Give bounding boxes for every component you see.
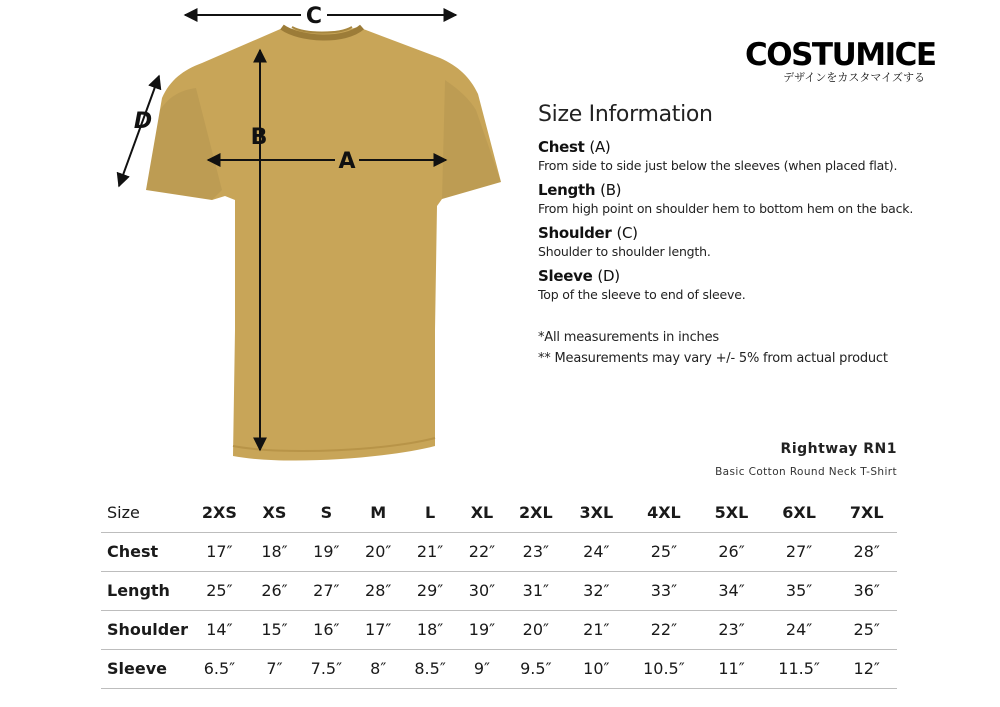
table-cell: 20″ (355, 532, 402, 571)
table-cell: 6.5″ (188, 649, 251, 688)
table-row (101, 532, 897, 571)
table-cell: 22″ (627, 610, 702, 649)
table-cell: 9″ (458, 649, 505, 688)
definition-code: (D) (597, 267, 620, 285)
table-cell: 27″ (762, 532, 837, 571)
size-header: 2XS (188, 493, 251, 532)
product-desc: Basic Cotton Round Neck T-Shirt (715, 466, 897, 478)
size-header: 2XL (506, 493, 566, 532)
size-header: 6XL (762, 493, 837, 532)
table-cell: 36″ (836, 571, 897, 610)
brand-name: COSTUMICE (745, 37, 936, 73)
table-header-label: Size (101, 493, 188, 532)
note-tolerance: ** Measurements may vary +/- 5% from actual product (538, 351, 888, 366)
definition-term-name: Length (538, 181, 596, 199)
table-cell: 27″ (298, 571, 354, 610)
table-cell: 20″ (506, 610, 566, 649)
note-units: *All measurements in inches (538, 330, 719, 345)
definition-term (538, 223, 958, 243)
tshirt-illustration (0, 0, 520, 480)
table-cell: 35″ (762, 571, 837, 610)
definition-term-name: Sleeve (538, 267, 593, 285)
table-cell: 10.5″ (627, 649, 702, 688)
size-header: 3XL (566, 493, 626, 532)
table-cell: 18″ (402, 610, 458, 649)
size-header: 4XL (627, 493, 702, 532)
table-cell: 26″ (701, 532, 761, 571)
label-b: B (250, 125, 268, 150)
table-cell: 23″ (506, 532, 566, 571)
table-cell: 21″ (402, 532, 458, 571)
table-cell: 24″ (762, 610, 837, 649)
table-cell: 25″ (188, 571, 251, 610)
definition-sleeve (538, 266, 958, 303)
definition-length (538, 180, 958, 217)
table-row (101, 571, 897, 610)
table-cell: 25″ (627, 532, 702, 571)
definition-desc: Shoulder to shoulder length. (538, 244, 711, 259)
definition-code: (A) (589, 138, 611, 156)
size-header: S (298, 493, 354, 532)
size-header: 7XL (836, 493, 897, 532)
definition-desc: From side to side just below the sleeves (when placed flat). (538, 158, 898, 173)
table-cell: 26″ (251, 571, 298, 610)
definition-desc: From high point on shoulder hem to bottom hem on the back. (538, 201, 914, 216)
definition-shoulder (538, 223, 958, 260)
definition-code: (C) (616, 224, 638, 242)
size-header: 5XL (701, 493, 761, 532)
table-cell: 25″ (836, 610, 897, 649)
brand-logo (745, 37, 936, 84)
table-cell: 21″ (566, 610, 626, 649)
brand-tagline: デザインをカスタマイズする (783, 71, 925, 84)
product-name: Rightway RN1 (780, 441, 897, 457)
table-cell: 14″ (188, 610, 251, 649)
table-cell: 34″ (701, 571, 761, 610)
definition-term (538, 137, 958, 157)
table-cell: 18″ (251, 532, 298, 571)
table-cell: 30″ (458, 571, 505, 610)
table-cell: 15″ (251, 610, 298, 649)
table-cell: 17″ (355, 610, 402, 649)
table-cell: 7″ (251, 649, 298, 688)
row-label: Shoulder (101, 610, 188, 649)
table-cell: 16″ (298, 610, 354, 649)
table-cell: 8.5″ (402, 649, 458, 688)
info-title: Size Information (538, 102, 713, 127)
table-cell: 32″ (566, 571, 626, 610)
label-a: A (338, 149, 356, 174)
table-row (101, 649, 897, 688)
table-cell: 23″ (701, 610, 761, 649)
table-cell: 11″ (701, 649, 761, 688)
label-d: D (133, 109, 153, 134)
definition-code: (B) (600, 181, 622, 199)
size-header: XL (458, 493, 505, 532)
table-header-row (101, 493, 897, 532)
table-cell: 24″ (566, 532, 626, 571)
size-table (101, 493, 897, 689)
definition-term (538, 266, 958, 286)
product-info (715, 438, 897, 479)
table-cell: 29″ (402, 571, 458, 610)
table-cell: 9.5″ (506, 649, 566, 688)
row-label: Chest (101, 532, 188, 571)
table-cell: 31″ (506, 571, 566, 610)
table-cell: 19″ (298, 532, 354, 571)
measurement-notes (538, 327, 958, 369)
size-header: XS (251, 493, 298, 532)
table-cell: 28″ (355, 571, 402, 610)
label-c: C (305, 4, 323, 29)
table-cell: 22″ (458, 532, 505, 571)
table-cell: 8″ (355, 649, 402, 688)
table-cell: 10″ (566, 649, 626, 688)
definition-term (538, 180, 958, 200)
table-cell: 12″ (836, 649, 897, 688)
table-row (101, 610, 897, 649)
row-label: Sleeve (101, 649, 188, 688)
definition-term-name: Chest (538, 138, 585, 156)
size-information (538, 101, 958, 369)
row-label: Length (101, 571, 188, 610)
definition-term-name: Shoulder (538, 224, 612, 242)
definition-chest (538, 137, 958, 174)
table-cell: 11.5″ (762, 649, 837, 688)
table-cell: 33″ (627, 571, 702, 610)
table-cell: 17″ (188, 532, 251, 571)
table-cell: 19″ (458, 610, 505, 649)
size-header: L (402, 493, 458, 532)
table-cell: 7.5″ (298, 649, 354, 688)
table-cell: 28″ (836, 532, 897, 571)
size-header: M (355, 493, 402, 532)
definition-desc: Top of the sleeve to end of sleeve. (538, 287, 746, 302)
